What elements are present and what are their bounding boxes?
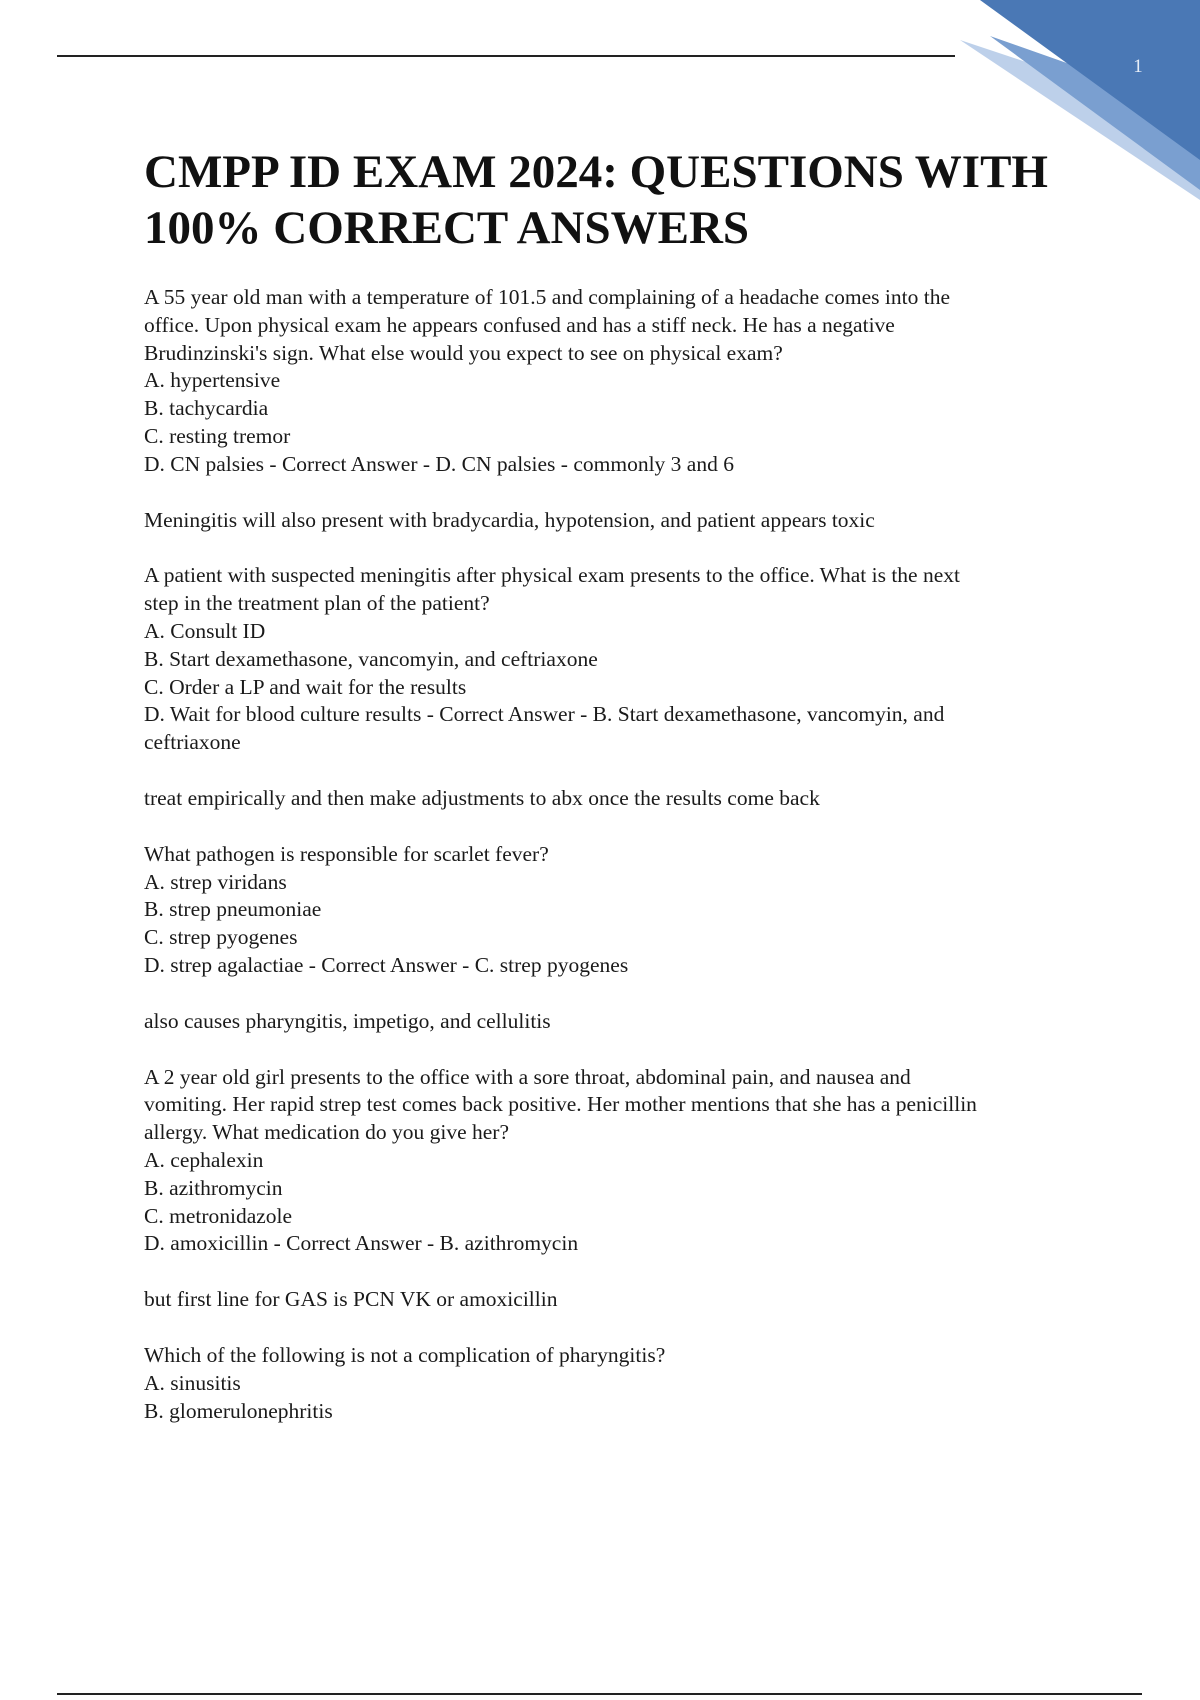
text-line: A. hypertensive [144,368,281,393]
text-line: C. metronidazole [144,1203,293,1228]
text-line: Brudinzinski's sign. What else would you expect to see on physical exam? [144,340,783,365]
question-block [144,1064,1084,1259]
corner-dark-band [980,0,1200,160]
text-line: C. resting tremor [144,423,291,448]
text-line: A 55 year old man with a temperature of 101.5 and complaining of a headache comes into the [144,285,950,309]
text-line: D. CN palsies - Correct Answer - D. CN palsies - commonly 3 and 6 [144,451,734,476]
text-line: A. sinusitis [144,1370,241,1395]
text-line: step in the treatment plan of the patient? [144,591,490,616]
text-line: also causes pharyngitis, impetigo, and cellulitis [144,1008,551,1033]
text-line: allergy. What medication do you give her? [144,1120,509,1145]
question-block [144,1008,1084,1036]
text-line: A. Consult ID [144,618,266,643]
text-line: but first line for GAS is PCN VK or amoxicillin [144,1287,558,1312]
question-block [144,507,1084,535]
footer-rule [57,1693,1142,1695]
text-line: ceftriaxone [144,730,241,755]
document-title [144,144,1104,256]
question-block [144,785,1084,813]
text-line: D. amoxicillin - Correct Answer - B. azithromycin [144,1231,579,1256]
text-line: Which of the following is not a complication of pharyngitis? [144,1342,666,1367]
text-line: vomiting. Her rapid strep test comes back positive. Her mother mentions that she has a penicillin [144,1092,977,1117]
page-number: 1 [1133,56,1143,77]
text-line: D. Wait for blood culture results - Correct Answer - B. Start dexamethasone, vancomyin, and [144,702,945,727]
question-block [144,1342,1084,1425]
text-line: treat empirically and then make adjustments to abx once the results come back [144,785,820,810]
text-line: D. strep agalactiae - Correct Answer - C. strep pyogenes [144,952,629,977]
text-line: office. Upon physical exam he appears confused and has a stiff neck. He has a negative [144,312,895,337]
text-line: A patient with suspected meningitis after physical exam presents to the office. What is the next [144,563,960,588]
document-body [144,284,1084,1453]
text-line: What pathogen is responsible for scarlet fever? [144,841,549,866]
text-line: C. Order a LP and wait for the results [144,674,467,699]
question-block [144,284,1084,479]
question-block [144,1286,1084,1314]
text-line: B. glomerulonephritis [144,1398,333,1423]
text-line: B. azithromycin [144,1175,283,1200]
text-line: A 2 year old girl presents to the office with a sore throat, abdominal pain, and nausea and [144,1064,911,1089]
text-line: Meningitis will also present with bradycardia, hypotension, and patient appears toxic [144,507,875,532]
question-block [144,841,1084,980]
text-line: A. strep viridans [144,869,287,894]
text-line: B. strep pneumoniae [144,897,322,922]
header-rule [57,55,955,57]
question-block [144,562,1084,757]
text-line: C. strep pyogenes [144,925,298,950]
text-line: B. Start dexamethasone, vancomyin, and ceftriaxone [144,646,598,671]
text-line: A. cephalexin [144,1147,264,1172]
title-line: CMPP ID EXAM 2024: QUESTIONS WITH [144,146,1048,198]
text-line: B. tachycardia [144,396,269,421]
title-line: 100% CORRECT ANSWERS [144,202,750,254]
